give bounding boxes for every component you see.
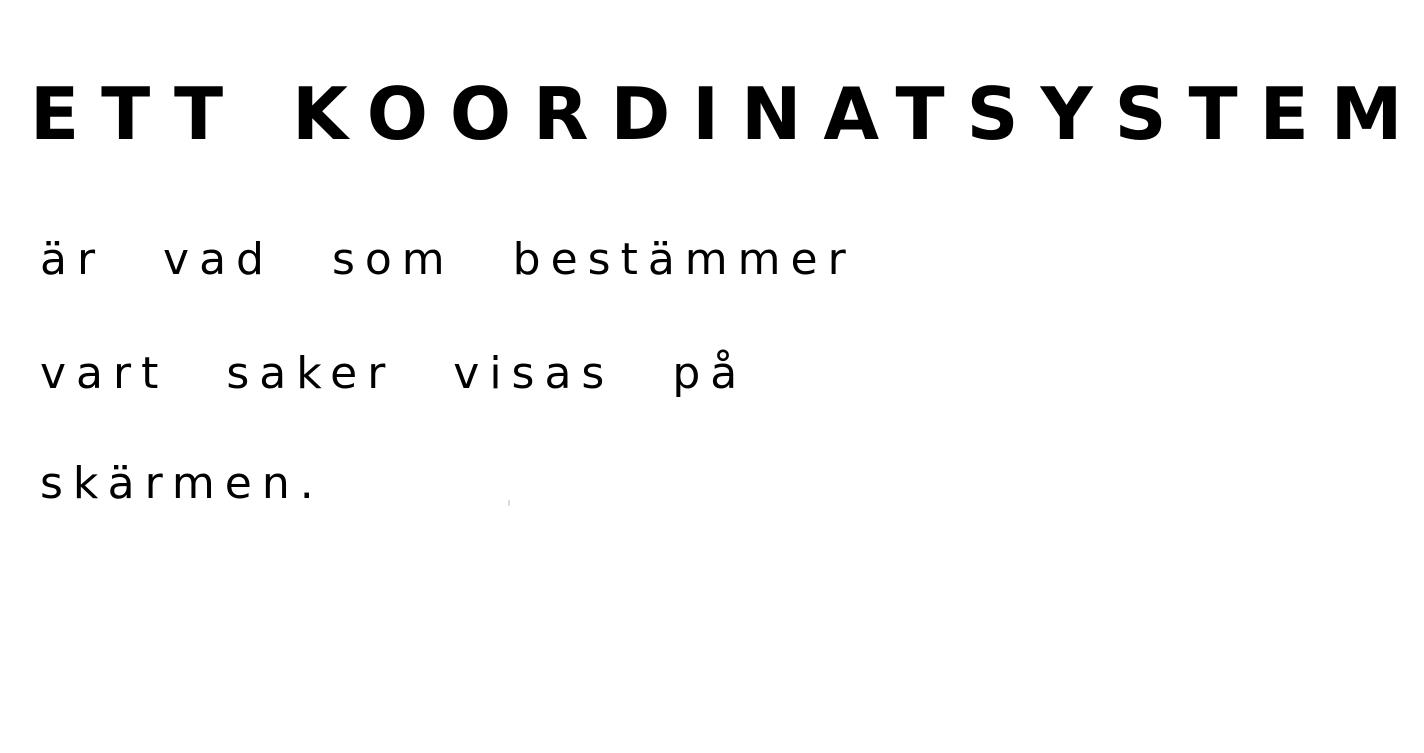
text-line-2: vart saker visas på [40,348,748,399]
text-line-1: är vad som bestämmer [40,234,856,285]
stray-pen-mark [508,500,510,506]
page-title: ETT KOORDINATSYSTEM [30,72,1424,156]
text-line-3: skärmen. [40,458,324,509]
